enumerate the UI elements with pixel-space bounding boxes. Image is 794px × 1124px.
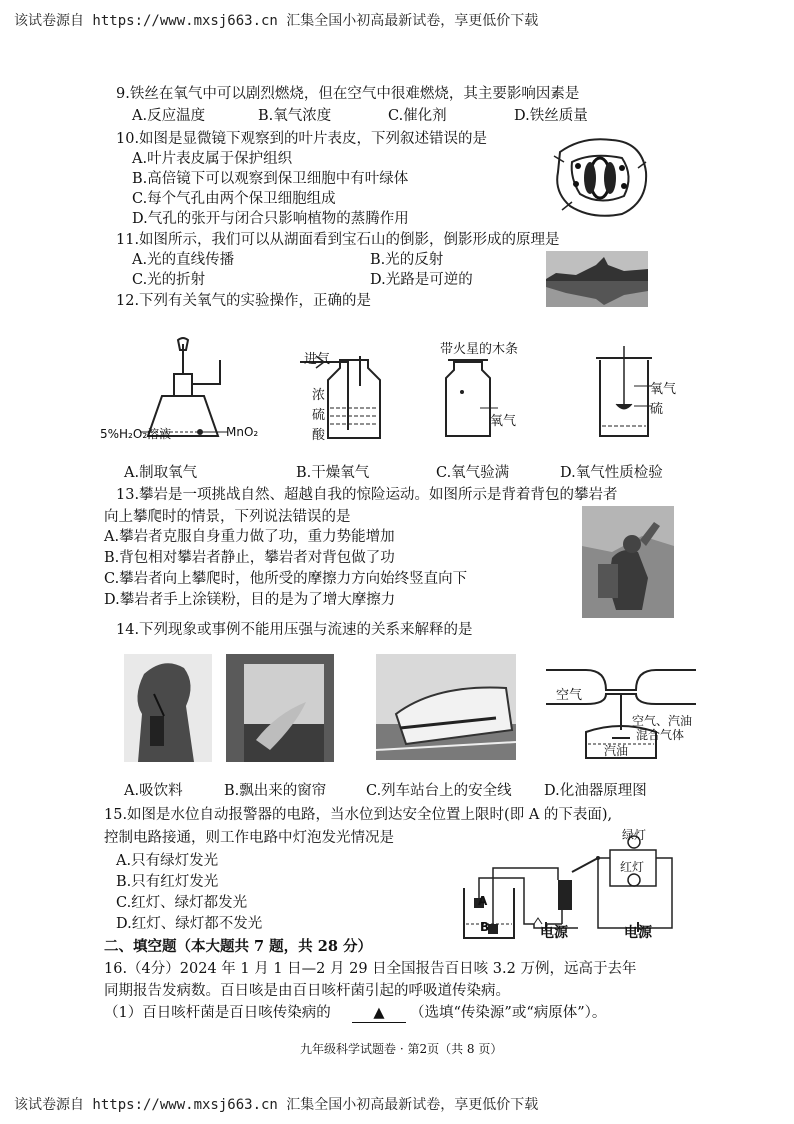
- label-h2o2: 5%H₂O₂溶液: [100, 427, 172, 441]
- label-b: B: [480, 920, 490, 934]
- q12-option-c: C.氧气验满: [436, 465, 510, 481]
- label-inlet: 进气: [304, 352, 331, 367]
- q14-option-a: A.吸饮料: [124, 783, 183, 799]
- label-power-source-1: 电源: [540, 925, 568, 941]
- q12-option-b: B.干燥氧气: [296, 465, 370, 481]
- q16-line2: 同期报告发病数。百日咳是由百日咳杆菌引起的呼吸道传染病。: [104, 983, 510, 999]
- label-a: A: [478, 894, 488, 908]
- q13-stem-line2: 向上攀爬时的情景，下列说法错误的是: [104, 509, 351, 525]
- watermark-footer: 该试卷源自 https://www.mxsj663.cn 汇集全国小初高最新试卷，享更低价下载: [14, 1097, 539, 1113]
- q10-option-c: C.每个气孔由两个保卫细胞组成: [132, 191, 336, 207]
- q15-stem-line1: 15.如图是水位自动报警器的电路，当水位到达安全位置上限时(即 A 的下表面),: [104, 807, 613, 823]
- q14-option-c: C.列车站台上的安全线: [366, 783, 512, 799]
- q15-option-c: C.红灯、绿灯都发光: [116, 895, 248, 911]
- q14-option-d: D.化油器原理图: [544, 783, 647, 799]
- q9-option-b: B.氧气浓度: [258, 108, 332, 124]
- label-sulfur: 硫: [650, 402, 664, 417]
- q15-option-a: A.只有绿灯发光: [116, 853, 219, 869]
- q11-option-c: C.光的折射: [132, 272, 206, 288]
- q11-option-d: D.光路是可逆的: [370, 272, 473, 288]
- q16-line3-prefix: （1）百日咳杆菌是百日咳传染病的: [104, 1005, 331, 1021]
- q13-option-a: A.攀岩者克服自身重力做了功，重力势能增加: [104, 529, 395, 545]
- label-green-lamp: 绿灯: [622, 828, 647, 842]
- label-acid-2: 硫: [312, 408, 326, 423]
- q10-option-b: B.高倍镜下可以观察到保卫细胞中有叶绿体: [132, 171, 409, 187]
- label-power-source-2: 电源: [624, 925, 652, 941]
- q14-stem: 14.下列现象或事例不能用压强与流速的关系来解释的是: [116, 622, 473, 638]
- q13-stem-line1: 13.攀岩是一项挑战自然、超越自我的惊险运动。如图所示是背着背包的攀岩者: [116, 487, 618, 503]
- page-footer: 九年级科学试题卷 · 第2页（共 8 页）: [300, 1042, 503, 1056]
- q12-option-d: D.氧气性质检验: [560, 465, 663, 481]
- q15-option-b: B.只有红灯发光: [116, 874, 219, 890]
- q9-stem: 9.铁丝在氧气中可以剧烈燃烧，但在空气中很难燃烧，其主要影响因素是: [116, 86, 580, 102]
- lake-reflection-photo: [546, 251, 648, 307]
- q10-option-d: D.气孔的张开与闭合只影响植物的蒸腾作用: [132, 211, 409, 227]
- q16-line3-suffix: （选填“传染源”或“病原体”）。: [410, 1005, 607, 1021]
- leaf-epidermis-figure: [552, 132, 652, 220]
- label-acid-3: 酸: [312, 428, 326, 443]
- q14-option-b: B.飘出来的窗帘: [224, 783, 327, 799]
- q12-option-a: A.制取氧气: [124, 465, 198, 481]
- climber-photo: [582, 506, 674, 618]
- q9-option-a: A.反应温度: [132, 108, 206, 124]
- label-acid-1: 浓: [312, 388, 326, 403]
- label-gasoline: 汽油: [604, 744, 629, 758]
- label-mno2: MnO₂: [226, 425, 259, 439]
- label-mix-line1: 空气、汽油: [632, 714, 693, 728]
- q10-option-a: A.叶片表皮属于保护组织: [132, 151, 293, 167]
- curtain-window-photo: [226, 654, 334, 762]
- drinking-photo: [124, 654, 212, 762]
- q12-stem: 12.下列有关氧气的实验操作，正确的是: [116, 293, 372, 309]
- q15-option-d: D.红灯、绿灯都不发光: [116, 916, 263, 932]
- q13-option-b: B.背包相对攀岩者静止，攀岩者对背包做了功: [104, 550, 395, 566]
- q13-option-d: D.攀岩者手上涂镁粉，目的是为了增大摩擦力: [104, 592, 396, 608]
- label-red-lamp: 红灯: [620, 860, 645, 874]
- q9-option-c: C.催化剂: [388, 108, 447, 124]
- q10-stem: 10.如图是显微镜下观察到的叶片表皮，下列叙述错误的是: [116, 131, 488, 147]
- label-mix-line2: 混合气体: [636, 728, 685, 742]
- q15-stem-line2: 控制电路接通，则工作电路中灯泡发光情况是: [104, 830, 394, 846]
- q11-option-b: B.光的反射: [370, 252, 444, 268]
- q16-answer-blank[interactable]: ▲: [352, 1004, 406, 1023]
- q13-option-c: C.攀岩者向上攀爬时，他所受的摩擦力方向始终竖直向下: [104, 571, 468, 587]
- train-station-photo: [376, 654, 516, 760]
- label-oxygen-d: 氧气: [650, 382, 677, 397]
- q9-option-d: D.铁丝质量: [514, 108, 588, 124]
- section-fill-in-heading: 二、填空题（本大题共 7 题，共 28 分）: [104, 938, 372, 955]
- label-air: 空气: [556, 688, 583, 703]
- q11-option-a: A.光的直线传播: [132, 252, 235, 268]
- q16-line1: 16.（4分）2024 年 1 月 1 日—2 月 29 日全国报告百日咳 3.2 万例，远高于去年: [104, 961, 637, 977]
- label-glowing-stick: 带火星的木条: [440, 342, 519, 357]
- figure-d-oxygen-property-test: [596, 346, 652, 438]
- watermark-header: 该试卷源自 https://www.mxsj663.cn 汇集全国小初高最新试卷，享更低价下载: [14, 13, 539, 29]
- label-oxygen-c: 氧气: [490, 414, 517, 429]
- q11-stem: 11.如图所示，我们可以从湖面看到宝石山的倒影，倒影形成的原理是: [116, 232, 560, 248]
